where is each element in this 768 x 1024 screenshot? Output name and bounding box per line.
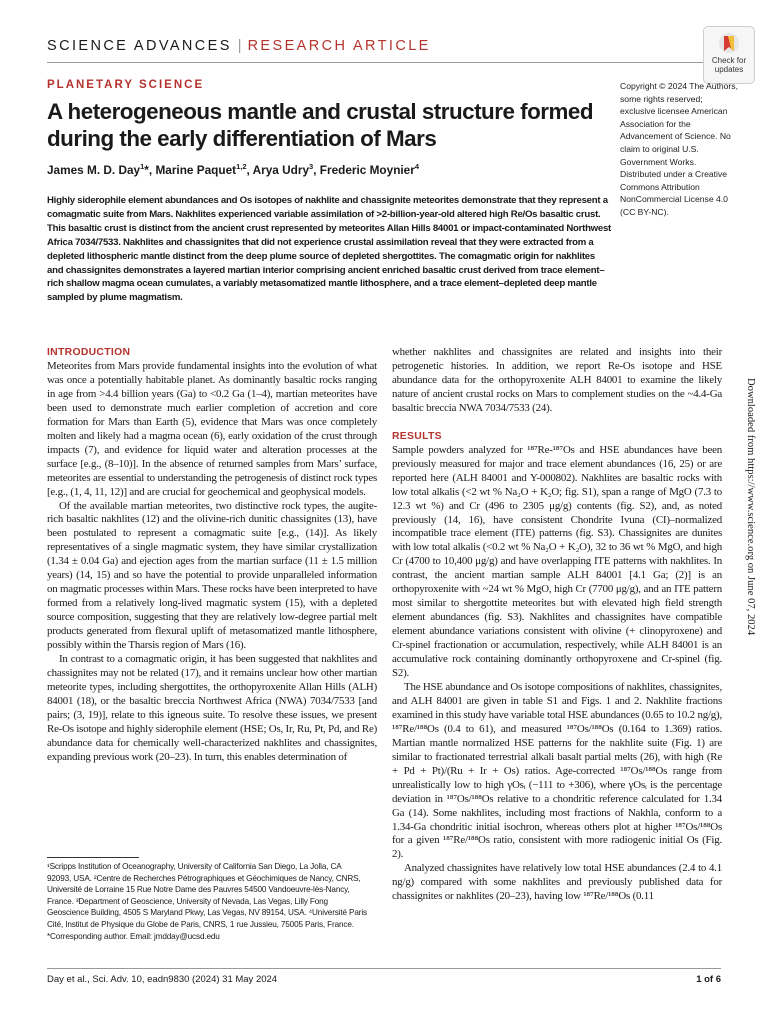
section-heading-introduction: INTRODUCTION — [47, 347, 131, 358]
author-name[interactable]: Frederic Moynier — [319, 162, 415, 177]
badge-line-2: updates — [714, 65, 744, 74]
intro-paragraph-3: In contrast to a comagmatic origin, it has been suggested that nakhlites and chassignites may not be related (17), and it remains unclear how other martian meteorite types, including shergottites, the orthopyroxenite Allan Hills (ALH) 84001 (18), or the basaltic breccia Northwest Africa (NWA) 7034/7533 [and pairs; (3, 19)], relate to this igneous suite. To resolve these issues, we present Re-Os isotope and highly siderophile element (HSE; Os, Ir, Ru, Pt, Pd, and Re) abundance data for chemically well-characterized nakhlites and chassignites, expanding previous work (20–23). In turn, this enables determination of — [47, 653, 378, 763]
affiliations: ¹Scripps Institution of Oceanography, University of California San Diego, La Jolla, CA 92093, USA. ²Centre de Recherches Pétrographiques et Géochimiques de Nancy, CNRS, Université de Lorraine 15 Rue Notre Dame des Pauvres 54500 Vandoeuvre-lès-Nancy, France. ³Department of Geoscience, University of Nevada, Las Vegas, Lilly Fong Geoscience Building, 4505 S Maryland Pkwy, Las Vegas, NV 89154, USA. ⁴Université Paris Cité, Institut de Physique du Globe de Paris, CNRS, 1 rue Jussieu, 75005 Paris, France. — [47, 862, 367, 929]
citation-footer: Day et al., Sci. Adv. 10, eadn9830 (2024) 31 May 2024 — [47, 974, 278, 985]
results-paragraph-2: The HSE abundance and Os isotope compositions of nakhlites, chassignites, and ALH 84001 are given in table S1 and Figs. 1 and 2. Nakhlite fractions examined in this study have variable total HSE abundances (0.65 to 10.2 ng/g), ¹⁸⁷Re/¹⁸⁸Os (0.4 to 61), and measured ¹⁸⁷Os/¹⁸⁸Os (0.164 to 1.369) ratios. Martian mantle normalized HSE patterns for the nakhlite suite (Fig. 1) are similar to fractionated terrestrial alkali basalt partial melts (26), with high (Re + Pd + Pt)/(Ru + Ir + Os) ratios. Age-corrected ¹⁸⁷Os/¹⁸⁸Os range from unrealistically low to high γOsᵢ (−111 to +306), where γOsᵢ is the percentage deviation in ¹⁸⁷Os/¹⁸⁸Os relative to a chondritic reference calculated for 1.34 Ga (14). Some nakhlites, including most fractions of Nakhla, conform to a 1.34-Ga chondritic initial isochron, whereas others plot at higher ¹⁸⁷Os/¹⁸⁸Os for a given ¹⁸⁷Re/¹⁸⁸Os ratio, consistent with more radiogenic initial Os (Fig. 2). — [392, 680, 722, 861]
corresponding-author[interactable]: *Corresponding author. Email: jmdday@ucsd.edu — [47, 931, 220, 941]
journal-header — [47, 38, 431, 54]
abstract: Highly siderophile element abundances and Os isotopes of nakhlite and chassignite meteorites demonstrate that they represent a comagmatic suite from Mars. Nakhlites experienced variable assimilation of >2-billion-year-old altered high Re/Os basaltic crust. This basaltic crust is distinct from the ancient crust represented by meteorites Allan Hills 84001 or impact-contaminated Northwest Africa 7034/7533. Nakhlites and chassignites that did not experience crustal assimilation reveal that they were extracted from a depleted lithospheric mantle distinct from the deep plume source of depleted shergottites. The comagmatic origin for nakhlites and chassignites demonstrates a layered martian interior comprising ancient enriched basaltic crust derived from trace element–rich shallow magma ocean cumulates, a variably metasomatized mantle lithosphere, and a trace element–depleted deep mantle sampled by plume magmatism. — [47, 195, 612, 304]
header-rule — [47, 62, 721, 63]
page-number: 1 of 6 — [696, 974, 721, 985]
article-title: A heterogeneous mantle and crustal structure formed during the early differentiation of Mars — [47, 99, 593, 151]
author-list: James M. D. Day$^1$*, Marine Paquet$^{1,2}$, Arya Udry$^3$, Frederic Moynier$^4$ — [47, 162, 419, 177]
intro-paragraph-4: whether nakhlites and chassignites are related and insights into their petrogenetic histories. In addition, we report Re-Os isotope and HSE abundance data for the orthopyroxenite ALH 84001 to examine the likely nature of ancient crustal rocks on Mars to complement studies on the ~4.4-Ga basaltic breccia NWA 7034/7533 (24). — [392, 346, 722, 414]
footer-rule — [47, 968, 721, 969]
intro-paragraph-2: Of the available martian meteorites, two distinctive rock types, the augite-rich basaltic nakhlites (12) and the olivine-rich dunitic chassignites (13), have been postulated to represent a comagmatic suite [e.g., (14)]. As likely representatives of a single magmatic system, they have similar crystallization (1.34 ± 0.04 Ga) and ejection ages from the martian surface (11 ± 1.5 million years) (14, 15) and so have the potential to provide unparalleled information on magmatic processes within Mars. These rocks have been interpreted to have formed from a relatively long-lived magmatic system (15), with a depleted source composition, suggesting that they are relatively low-degree partial melt products generated from flexural uplift of metasomatized mantle lithosphere, possibly within the Tharsis region of Mars (16). — [47, 499, 377, 652]
footnote-rule — [47, 857, 139, 858]
download-watermark: Downloaded from https://www.science.org on June 07, 2024 — [745, 378, 756, 636]
corresponding-mark: * — [144, 162, 149, 177]
results-paragraph-3: Analyzed chassignites have relatively low total HSE abundances (2.4 to 4.1 ng/g) compared with some nakhlites and previously published data for chassignites or nakhlites (20–23), having low ¹⁸⁷Re/¹⁸⁸Os (0.11 — [392, 862, 722, 903]
author-name[interactable]: James M. D. Day — [47, 162, 141, 177]
author-affiliation: 1,2 — [236, 162, 247, 171]
column-right — [392, 346, 722, 904]
author-affiliation: 4 — [414, 162, 419, 171]
article-type: RESEARCH ARTICLE — [247, 38, 431, 54]
bookmark-icon — [718, 32, 740, 56]
check-for-updates-badge[interactable] — [703, 26, 755, 84]
section-heading-results: RESULTS — [392, 430, 442, 442]
author-affiliation: 3 — [309, 162, 314, 171]
intro-paragraph-1: Meteorites from Mars provide fundamental insights into the evolution of what was once a potentially habitable planet. As dominantly basaltic rocks ranging in age from >4.4 billion years (Ga) to <0.2 Ga (1–4), martian meteorites have been used to demonstrate much earlier completion of accretion and core formation for Mars than Earth (5), evidence that Mars was once completely molten and likely had a magma ocean (6), early oxidation of the crust through impacts (7), and evidence for liquid water and alteration processes at the surface [e.g., (8–10)]. In the absence of returned samples from Mars’ surface, meteorites are essential to understanding the petrogenesis of distinct rock types [e.g., (1, 4, 11, 12)] and are crucial for geochemical and geophysical models. — [47, 360, 377, 498]
badge-line-1: Check for — [711, 56, 747, 65]
column-left — [47, 346, 377, 765]
results-paragraph-1: Sample powders analyzed for ¹⁸⁷Re-¹⁸⁷Os and HSE abundances have been previously measured for major and trace element abundances (16, 25) or are reported here (ALH 84001 and Y-000802). Nakhlites are basaltic rocks with low total alkalis (<2 wt % Na₂O + K₂O; fig. S1), span a range of MgO (7.3 to 12.3 wt %) and Cr (496 to 2305 μg/g) contents (fig. S2), and, as noted previously (14, 16), have consistent Chondrite Ivuna (CI)–normalized incompatible trace element (ITE) patterns (fig. S3). Chassignites are dunites with low total alkalis (<0.2 wt % Na₂O + K₂O), 32 to 36 wt % MgO, and high Cr (4700 to 10,400 μg/g) and have overlapping ITE patterns with nakhlites. In contrast, the ancient martian sample ALH 84001 [4.1 Ga; (2)] is an orthopyroxenite with ~24 wt % MgO, high Cr (7700 μg/g), and an ITE pattern most similar to shergottite meteorites but with elevated high field strength element abundances (fig. S3). Nakhlites and chassignites have compatible element abundance variations consistent with olivine (+ clinopyroxene) and Cr-spinel fractionation or accumulation, respectively, while ALH 84001 is an accumulative rock containing dominantly orthopyroxene and Cr-spinel (fig. S2). — [392, 443, 722, 680]
header-separator: | — [237, 38, 242, 54]
section-gap — [392, 416, 722, 430]
author-affiliation: 1 — [140, 162, 145, 171]
copyright-notice: Copyright © 2024 The Authors, some rights reserved; exclusive licensee American Association for the Advancement of Science. No claim to original U.S. Government Works. Distributed under a Creative Commons Attribution NonCommercial License 4.0 (CC BY-NC). — [620, 81, 738, 217]
author-name[interactable]: Marine Paquet — [155, 162, 237, 177]
journal-name: SCIENCE ADVANCES — [47, 38, 232, 54]
footnote — [47, 861, 367, 942]
author-name[interactable]: Arya Udry — [252, 162, 310, 177]
subject-kicker: PLANETARY SCIENCE — [47, 79, 205, 91]
